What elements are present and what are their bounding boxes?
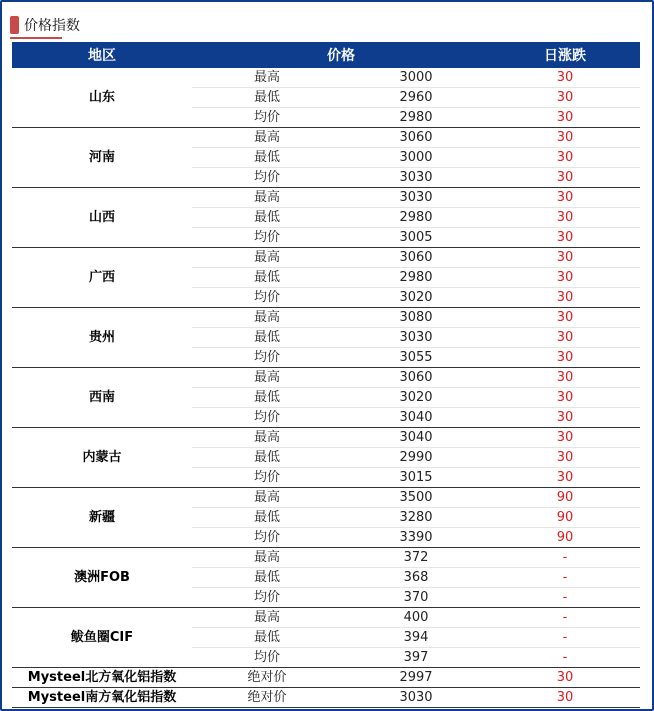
price-value-cell: 397 [342, 648, 490, 668]
daily-change-cell: - [490, 628, 640, 648]
daily-change-cell: 90 [490, 488, 640, 508]
region-cell: Mysteel南方氧化铝指数 [12, 688, 192, 708]
price-type-cell: 最低 [192, 388, 342, 408]
daily-change-cell: 30 [490, 148, 640, 168]
price-value-cell: 3080 [342, 308, 490, 328]
price-value-cell: 3280 [342, 508, 490, 528]
price-type-cell: 最低 [192, 508, 342, 528]
price-value-cell: 3060 [342, 368, 490, 388]
price-type-cell: 最低 [192, 208, 342, 228]
daily-change-cell: - [490, 588, 640, 608]
price-type-cell: 均价 [192, 648, 342, 668]
daily-change-cell: 30 [490, 388, 640, 408]
region-cell: 河南 [12, 128, 192, 188]
region-cell: 山西 [12, 188, 192, 248]
table-row [12, 68, 640, 88]
table-row [12, 608, 640, 628]
daily-change-cell: 30 [490, 348, 640, 368]
region-cell: 西南 [12, 368, 192, 428]
price-value-cell: 3000 [342, 68, 490, 88]
daily-change-cell: 90 [490, 528, 640, 548]
daily-change-cell: - [490, 548, 640, 568]
price-type-cell: 绝对价 [192, 668, 342, 688]
region-cell: Mysteel北方氧化铝指数 [12, 668, 192, 688]
header-price: 价格 [192, 42, 490, 68]
daily-change-cell: 90 [490, 508, 640, 528]
price-value-cell: 3000 [342, 148, 490, 168]
price-index-table [12, 42, 640, 708]
price-value-cell: 2980 [342, 208, 490, 228]
price-value-cell: 2980 [342, 108, 490, 128]
daily-change-cell: 30 [490, 208, 640, 228]
price-value-cell: 3005 [342, 228, 490, 248]
price-type-cell: 最高 [192, 308, 342, 328]
price-value-cell: 2960 [342, 88, 490, 108]
price-value-cell: 3040 [342, 408, 490, 428]
daily-change-cell: 30 [490, 228, 640, 248]
price-type-cell: 最高 [192, 188, 342, 208]
price-value-cell: 3020 [342, 388, 490, 408]
price-type-cell: 最高 [192, 608, 342, 628]
daily-change-cell: 30 [490, 668, 640, 688]
daily-change-cell: 30 [490, 408, 640, 428]
price-type-cell: 最高 [192, 488, 342, 508]
price-type-cell: 绝对价 [192, 688, 342, 708]
price-type-cell: 最低 [192, 328, 342, 348]
price-value-cell: 368 [342, 568, 490, 588]
daily-change-cell: 30 [490, 368, 640, 388]
price-type-cell: 均价 [192, 528, 342, 548]
daily-change-cell: - [490, 568, 640, 588]
region-cell: 澳洲FOB [12, 548, 192, 608]
price-value-cell: 400 [342, 608, 490, 628]
price-value-cell: 3020 [342, 288, 490, 308]
price-value-cell: 3060 [342, 128, 490, 148]
table-row [12, 308, 640, 328]
daily-change-cell: 30 [490, 88, 640, 108]
daily-change-cell: - [490, 648, 640, 668]
price-type-cell: 均价 [192, 108, 342, 128]
daily-change-cell: 30 [490, 168, 640, 188]
title-marker-icon [10, 16, 19, 34]
price-value-cell: 3030 [342, 188, 490, 208]
price-type-cell: 均价 [192, 588, 342, 608]
section-title: 价格指数 [24, 18, 80, 34]
price-type-cell: 最高 [192, 428, 342, 448]
price-value-cell: 3030 [342, 328, 490, 348]
price-type-cell: 最高 [192, 248, 342, 268]
price-type-cell: 最高 [192, 548, 342, 568]
header-daily-change: 日涨跌 [490, 42, 640, 68]
title-underline [10, 37, 62, 39]
region-cell: 贵州 [12, 308, 192, 368]
price-value-cell: 3390 [342, 528, 490, 548]
table-row [12, 248, 640, 268]
price-value-cell: 3060 [342, 248, 490, 268]
table-row [12, 188, 640, 208]
price-value-cell: 370 [342, 588, 490, 608]
daily-change-cell: 30 [490, 308, 640, 328]
daily-change-cell: 30 [490, 328, 640, 348]
table-row [12, 368, 640, 388]
price-value-cell: 3015 [342, 468, 490, 488]
daily-change-cell: 30 [490, 268, 640, 288]
table-header-row [12, 42, 640, 68]
daily-change-cell: - [490, 608, 640, 628]
table-row [12, 128, 640, 148]
daily-change-cell: 30 [490, 428, 640, 448]
price-type-cell: 最高 [192, 68, 342, 88]
daily-change-cell: 30 [490, 448, 640, 468]
price-type-cell: 均价 [192, 168, 342, 188]
daily-change-cell: 30 [490, 248, 640, 268]
region-cell: 内蒙古 [12, 428, 192, 488]
section-header [10, 14, 80, 36]
price-type-cell: 最低 [192, 568, 342, 588]
price-type-cell: 最低 [192, 148, 342, 168]
daily-change-cell: 30 [490, 468, 640, 488]
price-type-cell: 最高 [192, 128, 342, 148]
price-type-cell: 最低 [192, 448, 342, 468]
price-type-cell: 均价 [192, 288, 342, 308]
daily-change-cell: 30 [490, 188, 640, 208]
region-cell: 广西 [12, 248, 192, 308]
price-value-cell: 394 [342, 628, 490, 648]
daily-change-cell: 30 [490, 108, 640, 128]
price-value-cell: 3055 [342, 348, 490, 368]
price-type-cell: 均价 [192, 228, 342, 248]
price-type-cell: 最高 [192, 368, 342, 388]
price-type-cell: 均价 [192, 348, 342, 368]
price-type-cell: 均价 [192, 408, 342, 428]
price-value-cell: 3040 [342, 428, 490, 448]
price-value-cell: 3030 [342, 168, 490, 188]
price-value-cell: 372 [342, 548, 490, 568]
region-cell: 新疆 [12, 488, 192, 548]
region-cell: 山东 [12, 68, 192, 128]
table-row [12, 428, 640, 448]
table-row [12, 488, 640, 508]
table-row [12, 548, 640, 568]
price-type-cell: 均价 [192, 468, 342, 488]
table-row [12, 688, 640, 708]
region-cell: 鲅鱼圈CIF [12, 608, 192, 668]
price-value-cell: 3030 [342, 688, 490, 708]
table-body [12, 68, 640, 708]
daily-change-cell: 30 [490, 688, 640, 708]
daily-change-cell: 30 [490, 128, 640, 148]
price-value-cell: 2980 [342, 268, 490, 288]
price-type-cell: 最低 [192, 628, 342, 648]
header-region: 地区 [12, 42, 192, 68]
price-value-cell: 2990 [342, 448, 490, 468]
price-type-cell: 最低 [192, 268, 342, 288]
table-row [12, 668, 640, 688]
daily-change-cell: 30 [490, 288, 640, 308]
daily-change-cell: 30 [490, 68, 640, 88]
price-value-cell: 3500 [342, 488, 490, 508]
price-type-cell: 最低 [192, 88, 342, 108]
price-value-cell: 2997 [342, 668, 490, 688]
